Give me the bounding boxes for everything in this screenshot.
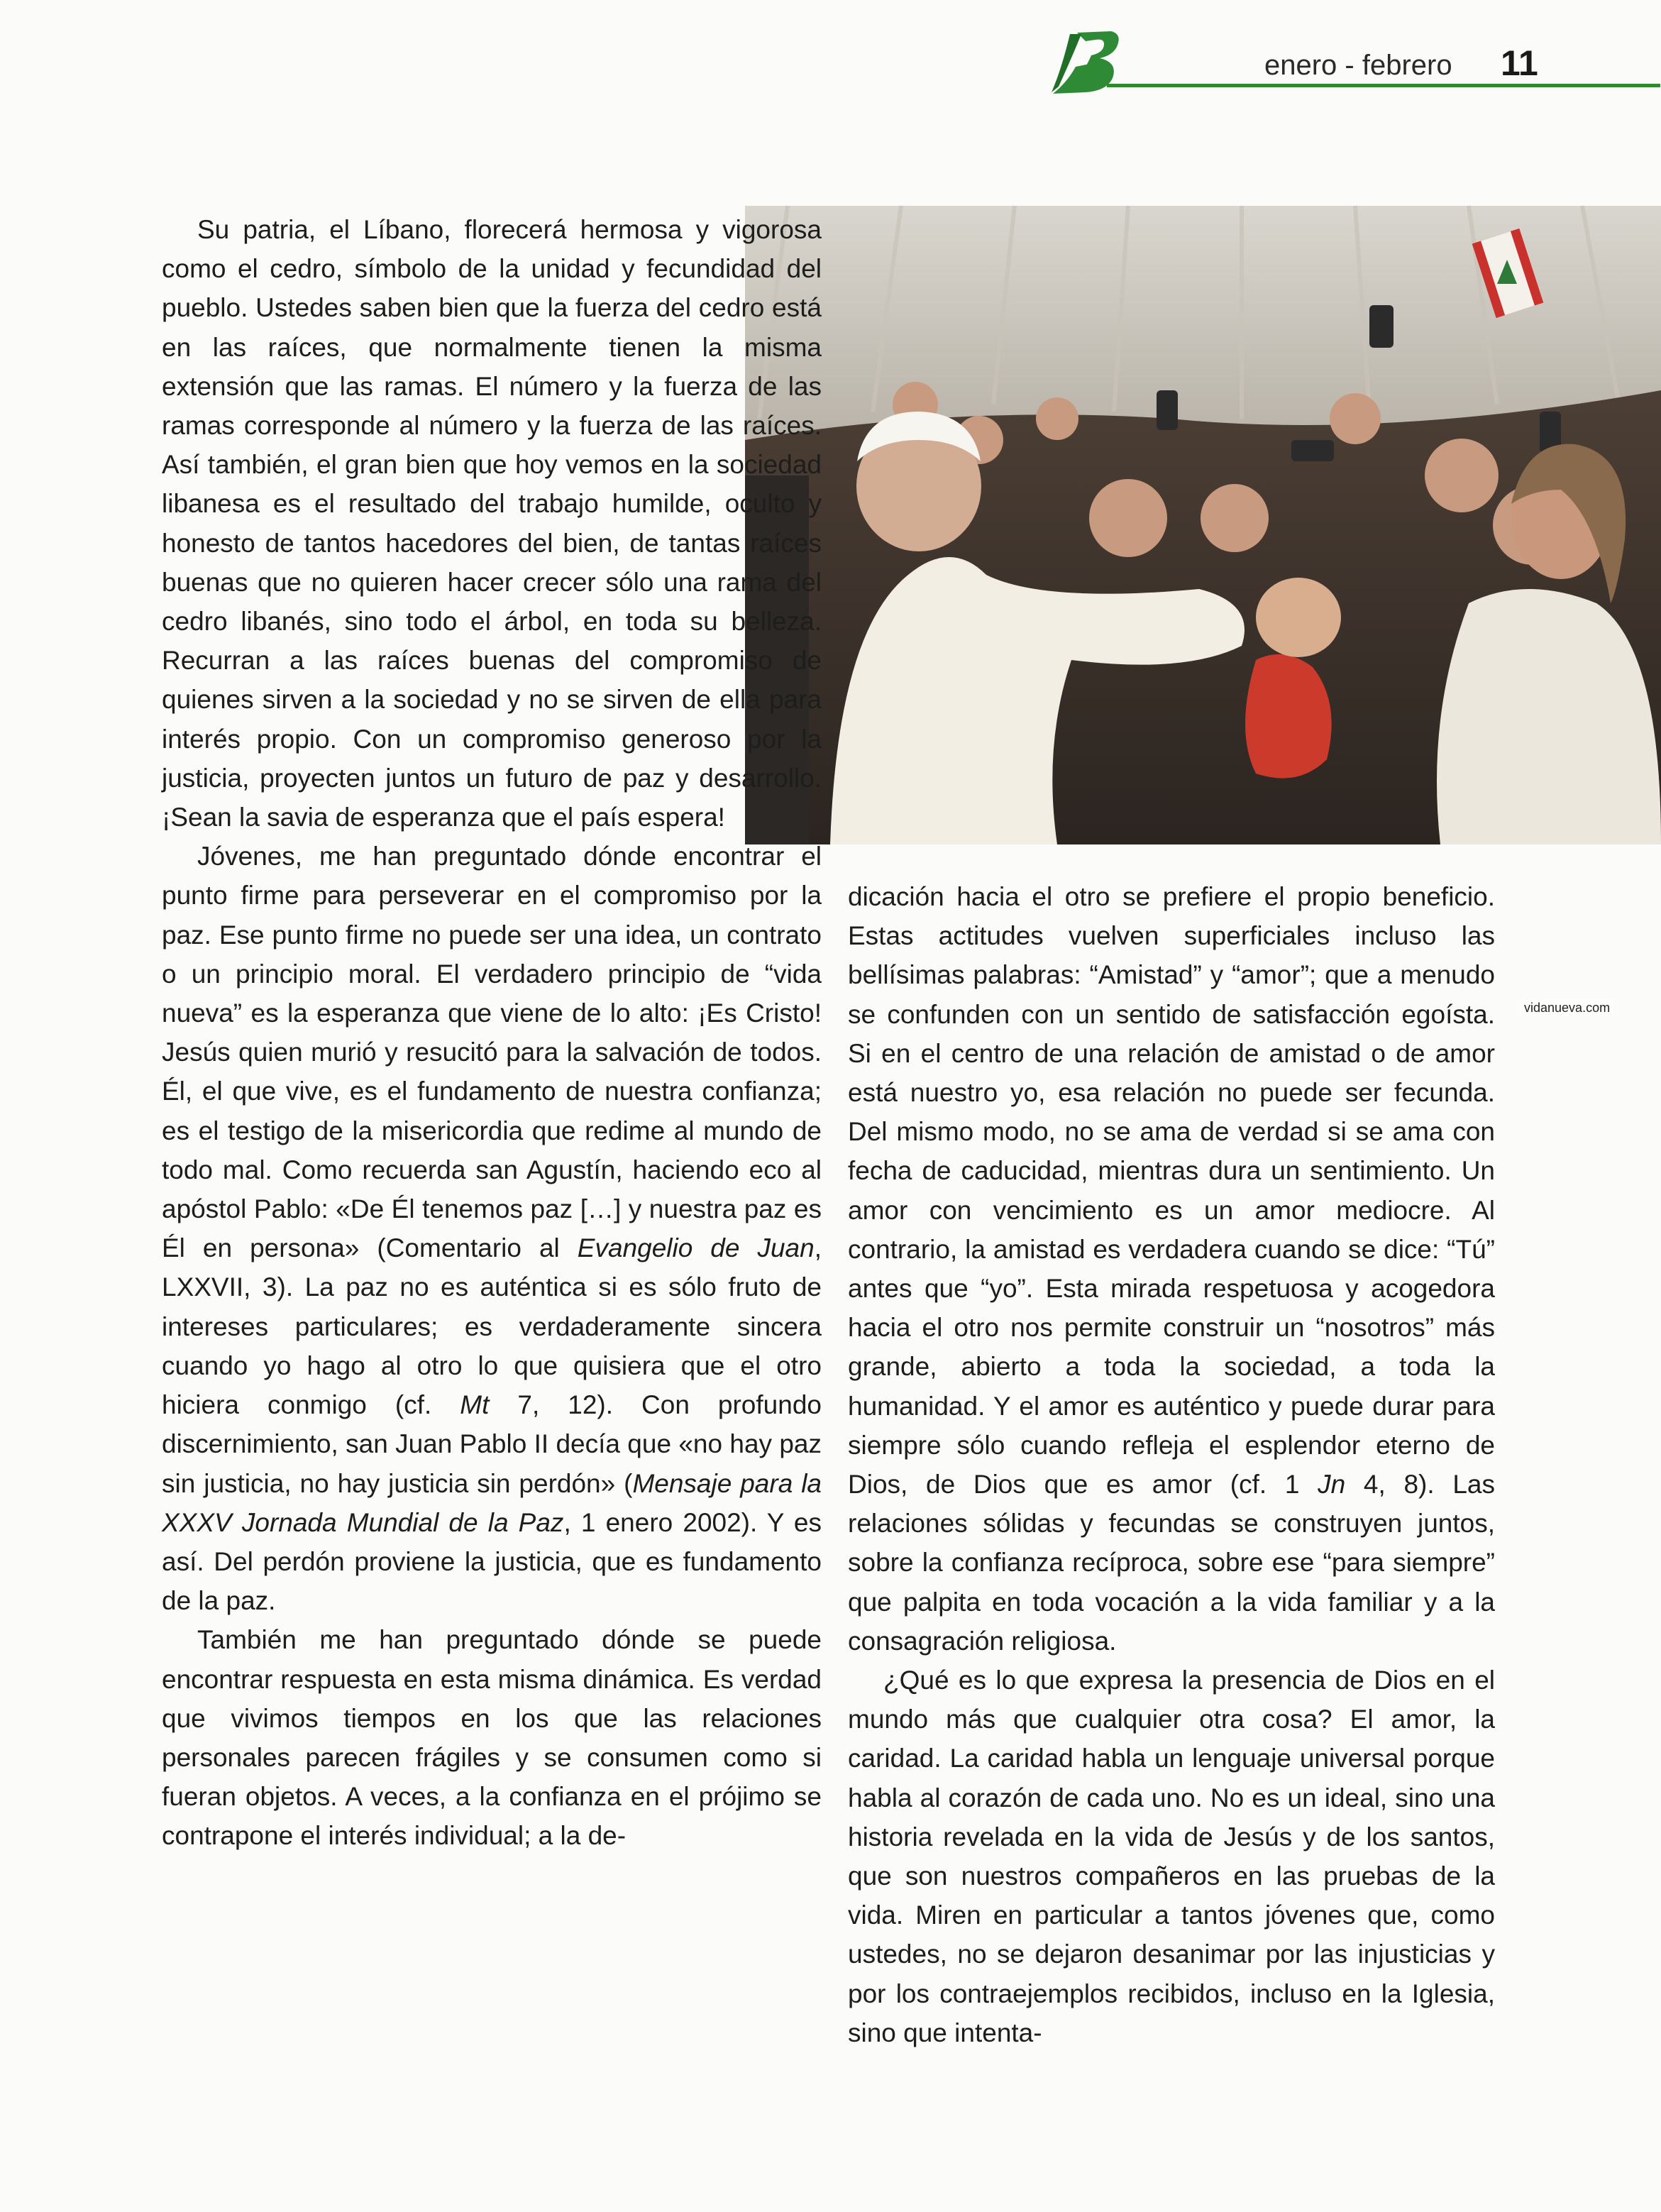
- page-header: [0, 0, 1661, 99]
- header-rule: [1107, 84, 1660, 87]
- paragraph: ¿Qué es lo que expresa la presencia de Dios en el mundo más que cualquier otra cosa? El amor, la caridad. La caridad habla un lenguaje universal porque habla al corazón de cada uno. No es un ideal, sino una historia revelada en la vida de Jesús y de los santos, que son nuestros compañeros en las pruebas de la vida. Miren en particular a tantos jóvenes que, como ustedes, no se dejaron desanimar por las injusticias y por los contraejemplos recibidos, incluso en la Iglesia, sino que intenta-: [848, 1666, 1495, 2047]
- italic-title: Mensaje para la XXXV Jornada Mundial de la Paz: [162, 1468, 822, 1537]
- left-column: [162, 210, 822, 1856]
- italic-reference: Mt: [460, 1390, 490, 1420]
- text-run: , 1 enero 2002). Y es así. Del perdón proviene la justicia, que es fundamento de la paz.: [162, 1507, 822, 1616]
- text-run: Jóvenes, me han preguntado dónde encontrar el punto firme para perseverar en el compromiso por la paz. Ese punto firme no puede ser una idea, un contrato o un principio moral. El verdadero principio de “vida nueva” es la esperanza que viene de lo alto: ¡Es Cristo! Jesús quien murió y resucitó para la salvación de todos. Él, el que vive, es el fundamento de nuestra confianza; es el testigo de la misericordia que redime al mundo de todo mal. Como recuerda san Agustín, haciendo eco al apóstol Pablo: «De Él tenemos paz […] y nuestra paz es Él en persona» (Comentario al: [162, 842, 822, 1263]
- paragraph: [162, 837, 822, 1620]
- right-column: [848, 877, 1495, 2052]
- paragraph: También me han preguntado dónde se puede encontrar respuesta en esta misma dinámica. Es verdad que vivimos tiempos en los que las relaciones personales parecen frágiles y se consumen como si fueran objetos. A veces, a la confianza en el prójimo se contrapone el interés individual; a la de-: [162, 1625, 822, 1851]
- text-run: 7, 12). Con profundo discernimiento, san Juan Pablo II decía que «no hay paz sin justicia, no hay justicia sin perdón» (: [162, 1390, 822, 1498]
- italic-title: Evangelio de Juan: [577, 1233, 815, 1263]
- text-run: , LXXVII, 3). La paz no es auténtica si es sólo fruto de intereses particulares; es verdaderamente sincera cuando yo hago al otro lo que quisiera que el otro hiciera conmigo (cf.: [162, 1233, 822, 1420]
- paragraph: [848, 877, 1495, 1661]
- text-run: dicación hacia el otro se prefiere el propio beneficio. Estas actitudes vuelven superficiales incluso las bellísimas palabras: “Amistad” y “amor”; que a menudo se confunden con un sentido de satisfacción egoísta. Si en el centro de una relación de amistad o de amor está nuestro yo, esa relación no puede ser fecunda. Del mismo modo, no se ama de verdad si se ama con fecha de caducidad, mientras dura un sentimiento. Un amor con vencimiento es un amor mediocre. Al contrario, la amistad es verdadera cuando se dice: “Tú” antes que “yo”. Esta mirada respetuosa y acogedora hacia el otro nos permite construir un “nosotros” más grande, abierto a toda la sociedad, a toda la humanidad. Y el amor es auténtico y puede durar para siempre sólo cuando refleja el esplendor eterno de Dios, de Dios que es amor (cf. 1: [848, 882, 1495, 1500]
- text-run: 4, 8). Las relaciones sólidas y fecundas se construyen juntos, sobre la confianza recíproca, sobre ese “para siempre” que palpita en toda vocación a la vida familiar y a la consagración religiosa.: [848, 1470, 1496, 1656]
- issue-months: enero - febrero: [1264, 50, 1452, 81]
- photo-crowd-icon: [745, 206, 1661, 844]
- italic-reference: Jn: [1318, 1470, 1346, 1500]
- photo-credit: vidanueva.com: [1520, 999, 1614, 1017]
- paragraph: Su patria, el Líbano, florecerá hermosa y vigorosa como el cedro, símbolo de la unidad y fecundidad del pueblo. Ustedes saben bien que la fuerza del cedro está en las raíces, que normalmente tienen la misma extensión que las ramas. El número y la fuerza de las ramas corresponde al número y la fuerza de las raíces. Así también, el gran bien que hoy vemos en la sociedad libanesa es el resultado del trabajo humilde, oculto y honesto de tantos hacedores del bien, de tantas raíces buenas que no quieren hacer crecer sólo una rama del cedro libanés, sino todo el árbol, en toda su belleza. Recurran a las raíces buenas del compromiso de quienes sirven a la sociedad y no se sirven de ella para interés propio. Con un compromiso generoso por la justicia, proyecten juntos un futuro de paz y desarrollo. ¡Sean la savia de esperanza que el país espera!: [162, 215, 822, 832]
- page-number: 11: [1501, 43, 1538, 83]
- article-photo: [745, 206, 1661, 1015]
